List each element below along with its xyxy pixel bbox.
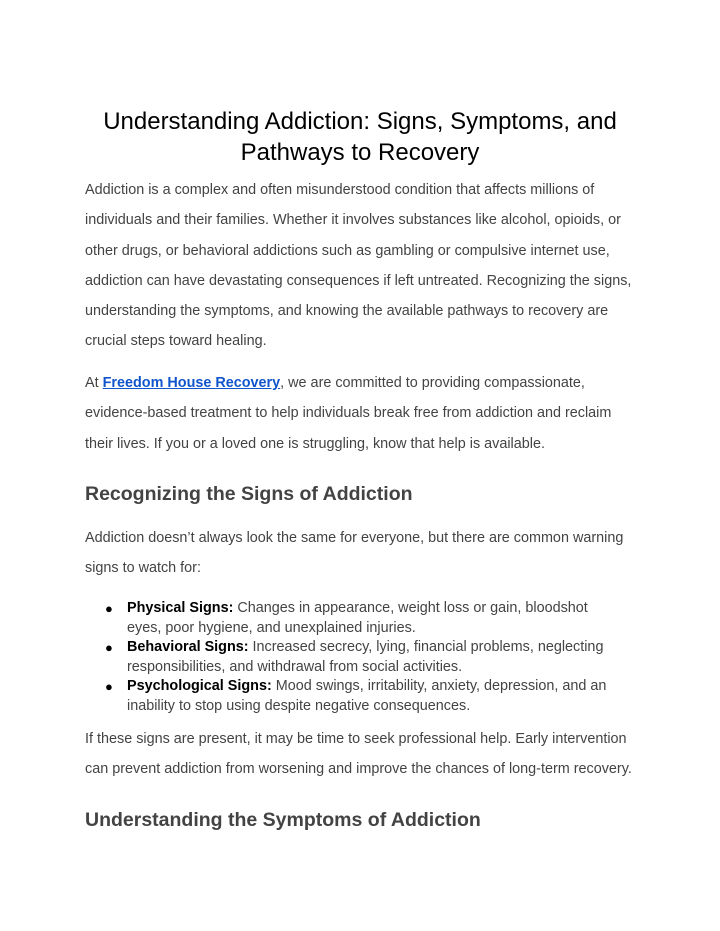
bullet-text: Mood swings, irritability, anxiety, depression, and an inability to stop using despite negative consequences.	[127, 678, 607, 714]
freedom-paragraph-suffix: , we are committed to providing compassionate, evidence-based treatment to help individuals break free from addiction and reclaim their lives. If you or a loved one is struggling, know that help is available.	[85, 375, 612, 452]
bullet-label: Behavioral Signs:	[127, 639, 249, 655]
signs-bullet-list	[85, 599, 625, 716]
bullet-label: Psychological Signs:	[127, 678, 272, 694]
bullet-text: Changes in appearance, weight loss or gain, bloodshot eyes, poor hygiene, and unexplained injuries.	[127, 600, 588, 636]
signs-intro-paragraph: Addiction doesn’t always look the same for everyone, but there are common warning signs to watch for:	[85, 530, 624, 577]
freedom-paragraph-prefix: At	[85, 375, 103, 391]
bullet-icon: ●	[105, 679, 113, 694]
bullet-text: Increased secrecy, lying, financial problems, neglecting responsibilities, and withdrawal from social activities.	[127, 639, 604, 675]
bullet-icon: ●	[105, 640, 113, 655]
list-item-psychological-signs	[85, 677, 625, 716]
list-item-physical-signs	[85, 599, 625, 638]
document-title: Understanding Addiction: Signs, Symptoms, and Pathways to Recovery	[103, 108, 617, 166]
freedom-house-recovery-link[interactable]: Freedom House Recovery	[102, 375, 281, 391]
signs-heading: Recognizing the Signs of Addiction	[85, 483, 413, 505]
bullet-label: Physical Signs:	[127, 600, 234, 616]
freedom-house-paragraph	[85, 368, 640, 459]
bullet-icon: ●	[105, 601, 113, 616]
list-item-behavioral-signs	[85, 638, 625, 677]
intro-paragraph: Addiction is a complex and often misunderstood condition that affects millions of individuals and their families. Whether it involves substances like alcohol, opioids, or other drugs, or behavioral addictions such as gambling or compulsive internet use, addiction can have devastating consequences if left untreated. Recognizing the signs, understanding the symptoms, and knowing the available pathways to recovery are crucial steps toward healing.	[85, 182, 632, 350]
signs-closing-paragraph: If these signs are present, it may be time to seek professional help. Early intervention can prevent addiction from worsening and improve the chances of long-term recovery.	[85, 731, 632, 778]
symptoms-heading: Understanding the Symptoms of Addiction	[85, 809, 481, 831]
